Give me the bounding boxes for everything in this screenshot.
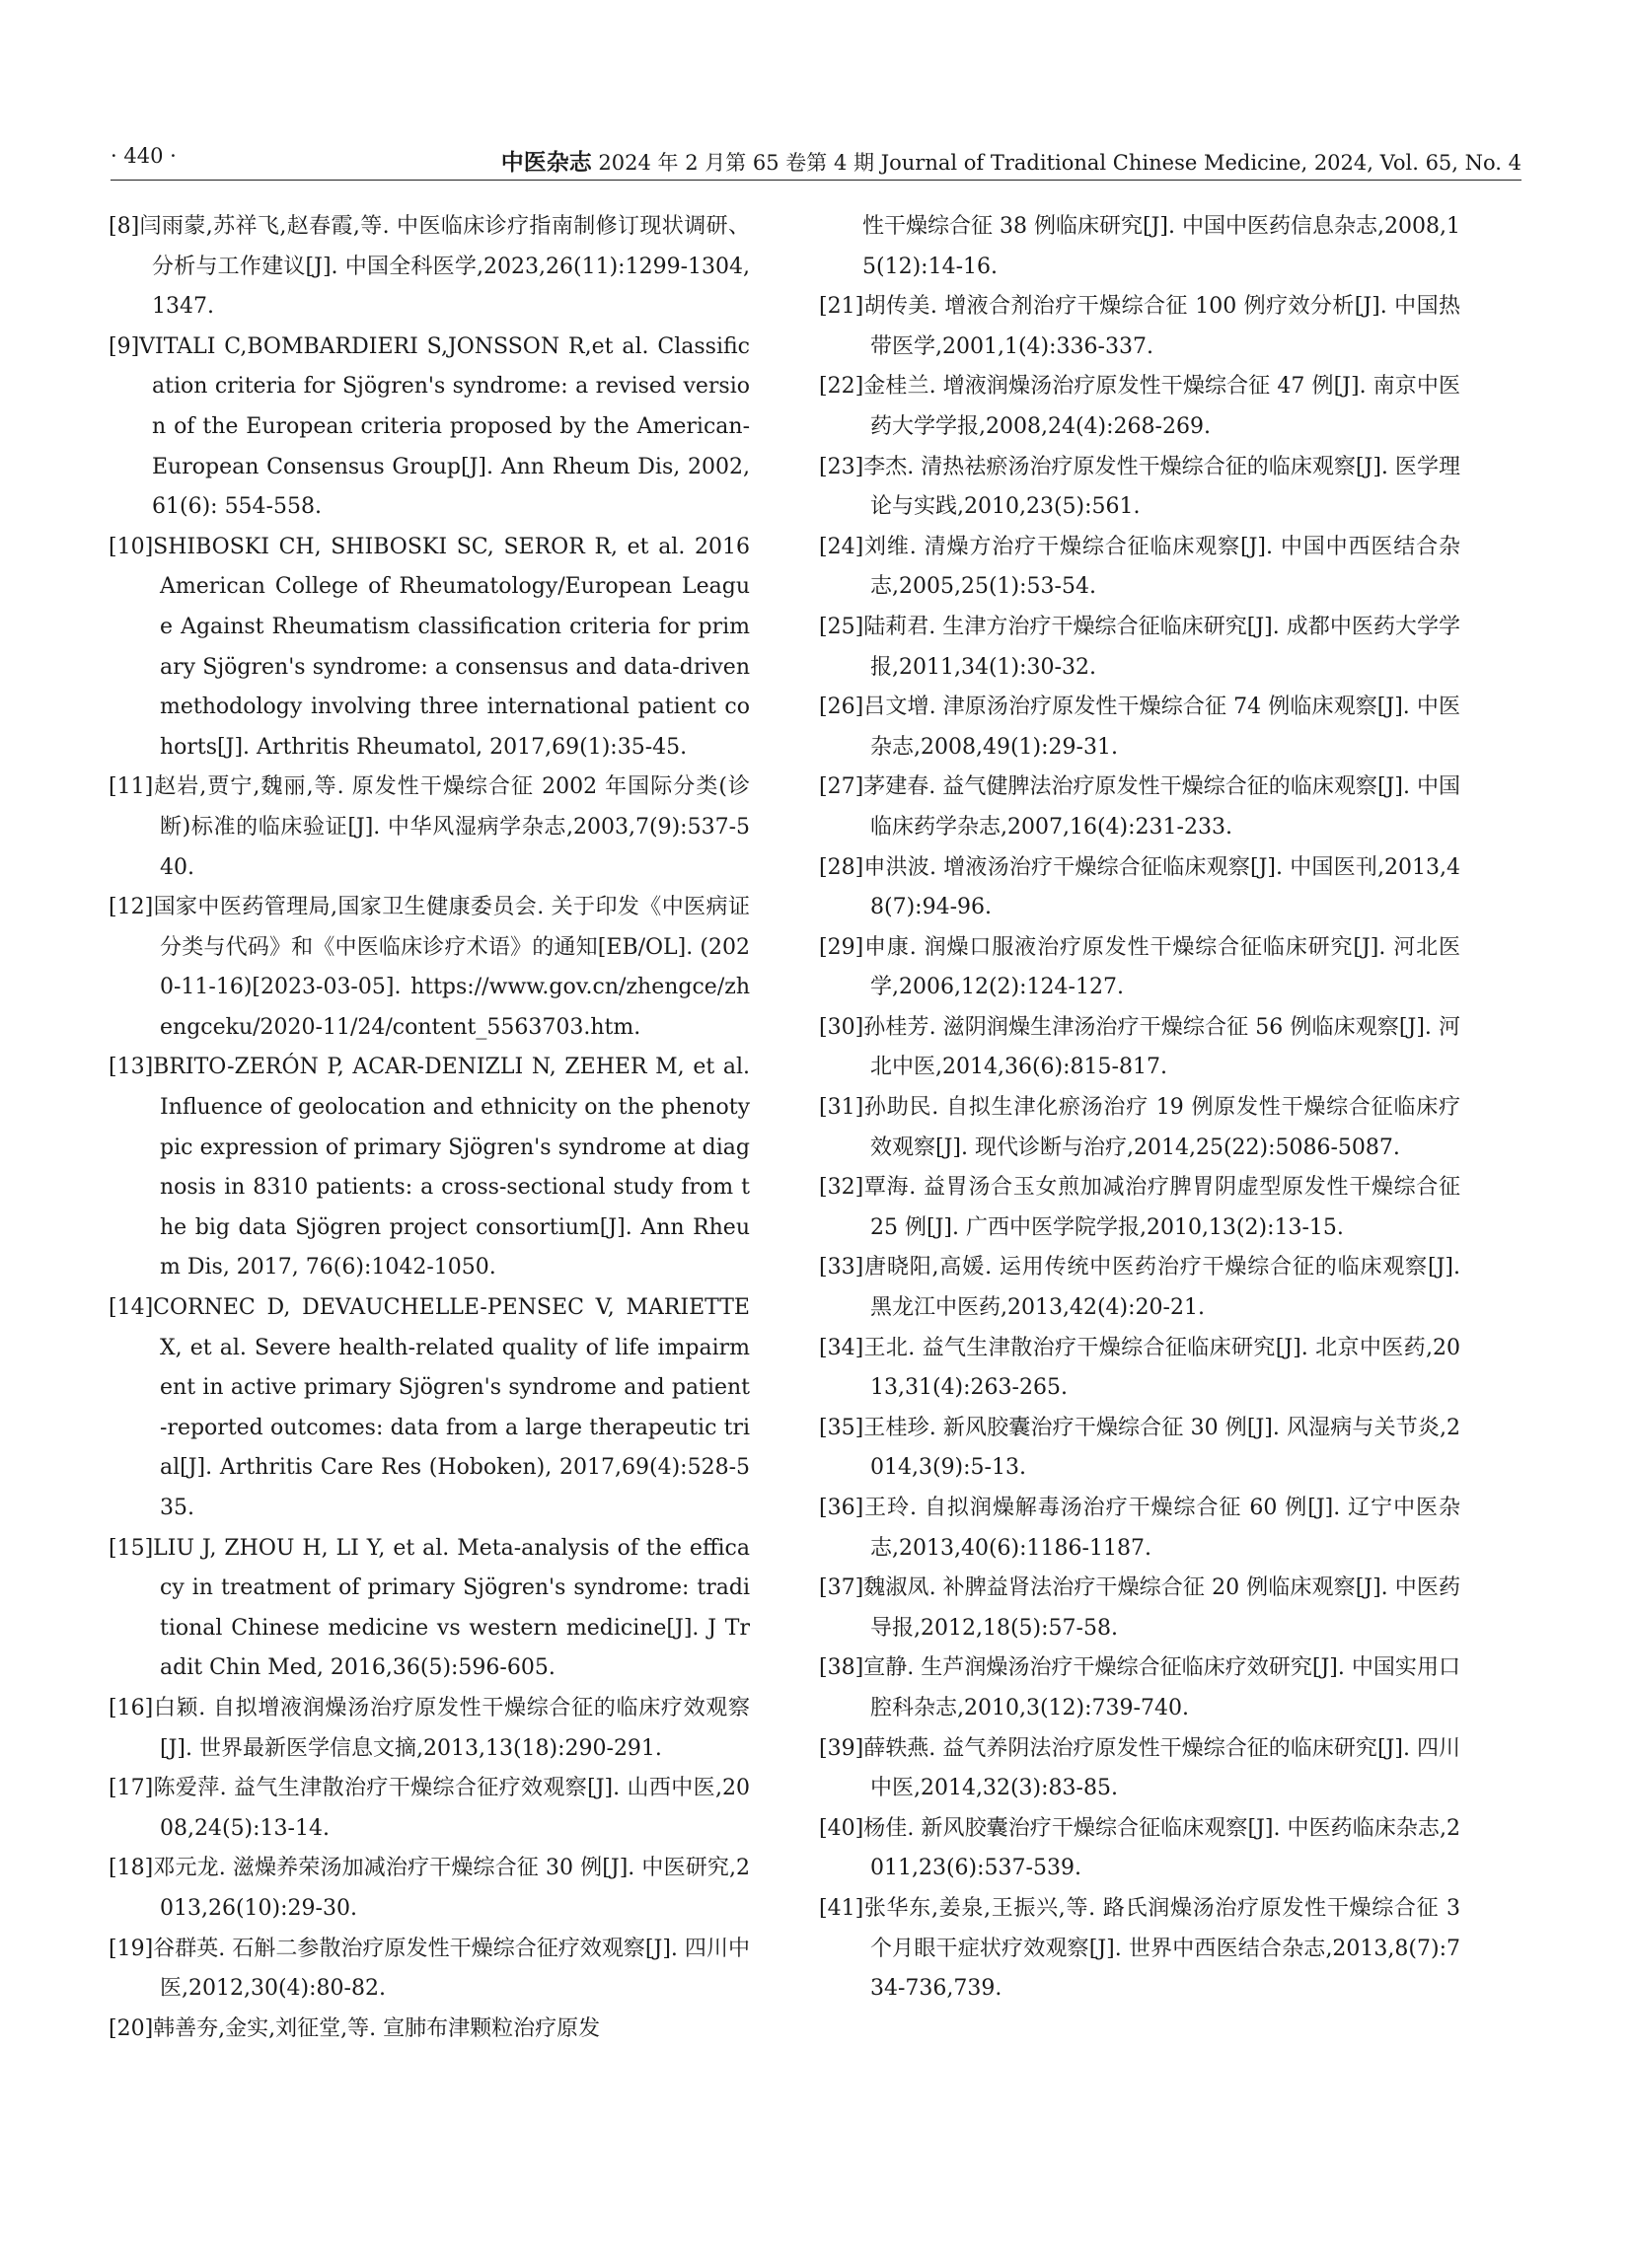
right-column — [819, 207, 1460, 2010]
issue-info: 2024 年 2 月第 65 卷第 4 期 Journal of Traditional Chinese Medicine, 2024, Vol. 65, No. 4 — [591, 151, 1521, 175]
reference-9: [9]VITALI C,BOMBARDIERI S,JONSSON R,et al. Classification criteria for Sjögren's syndrome: a revised version of the European criteria proposed by the American-European Consensus Group[J]. Ann Rheum Dis, 2002, 61(6): 554-558. — [109, 333, 750, 520]
reference-12: [12]国家中医药管理局,国家卫生健康委员会. 关于印发《中医病证分类与代码》和《中医临床诊疗术语》的通知[EB/OL]. (2020-11-16)[2023-03-05]. https://www.gov.cn/zhengce/zhengceku/2020-11/24/content_5563703.htm. — [109, 895, 750, 1040]
reference-30: [30]孙桂芳. 滋阴润燥生津汤治疗干燥综合征 56 例临床观察[J]. 河北中医,2014,36(6):815-817. — [819, 1014, 1460, 1080]
reference-19: [19]谷群英. 石斛二参散治疗原发性干燥综合征疗效观察[J]. 四川中医,2012,30(4):80-82. — [109, 1936, 750, 2002]
reference-15: [15]LIU J, ZHOU H, LI Y, et al. Meta-analysis of the efficacy in treatment of primary Sjögren's syndrome: traditional Chinese medicine vs western medicine[J]. J Tradit Chin Med, 2016,36(5):596-605. — [109, 1535, 750, 1681]
reference-17: [17]陈爱萍. 益气生津散治疗干燥综合征疗效观察[J]. 山西中医,2008,24(5):13-14. — [109, 1776, 750, 1841]
reference-11: [11]赵岩,贾宁,魏丽,等. 原发性干燥综合征 2002 年国际分类(诊断)标准的临床验证[J]. 中华风湿病学杂志,2003,7(9):537-540. — [109, 774, 750, 880]
reference-29: [29]申康. 润燥口服液治疗原发性干燥综合征临床研究[J]. 河北医学,2006,12(2):124-127. — [819, 934, 1460, 1000]
reference-24: [24]刘维. 清燥方治疗干燥综合征临床观察[J]. 中国中西医结合杂志,2005,25(1):53-54. — [819, 534, 1460, 600]
reference-22: [22]金桂兰. 增液润燥汤治疗原发性干燥综合征 47 例[J]. 南京中医药大学学报,2008,24(4):268-269. — [819, 374, 1460, 439]
journal-name: 中医杂志 — [500, 149, 592, 176]
left-column — [109, 207, 750, 2049]
reference-8: [8]闫雨蒙,苏祥飞,赵春霞,等. 中医临床诊疗指南制修订现状调研、分析与工作建议[J]. 中国全科医学,2023,26(11):1299-1304,1347. — [109, 214, 750, 320]
page-number: · 440 · — [111, 144, 177, 168]
reference-26: [26]吕文增. 津原汤治疗原发性干燥综合征 74 例临床观察[J]. 中医杂志,2008,49(1):29-31. — [819, 695, 1460, 760]
reference-25: [25]陆莉君. 生津方治疗干燥综合征临床研究[J]. 成都中医药大学学报,2011,34(1):30-32. — [819, 614, 1460, 680]
reference-20: [20]韩善夯,金实,刘征堂,等. 宣肺布津颗粒治疗原发 — [109, 2015, 601, 2041]
reference-20-continued: 性干燥综合征 38 例临床研究[J]. 中国中医药信息杂志,2008,15(12):14-16. — [862, 214, 1460, 279]
reference-13: [13]BRITO-ZERÓN P, ACAR-DENIZLI N, ZEHER M, et al. Influence of geolocation and ethnicity on the phenotypic expression of primary Sjögren's syndrome at diagnosis in 8310 patients: a cross-sectional study from the big data Sjögren project consortium[J]. Ann Rheum Dis, 2017, 76(6):1042-1050. — [109, 1055, 750, 1280]
reference-23: [23]李杰. 清热祛瘀汤治疗原发性干燥综合征的临床观察[J]. 医学理论与实践,2010,23(5):561. — [819, 454, 1460, 520]
reference-37: [37]魏淑凤. 补脾益肾法治疗干燥综合征 20 例临床观察[J]. 中医药导报,2012,18(5):57-58. — [819, 1575, 1460, 1641]
reference-32: [32]覃海. 益胃汤合玉女煎加减治疗脾胃阴虚型原发性干燥综合征 25 例[J]. 广西中医学院学报,2010,13(2):13-15. — [819, 1175, 1460, 1240]
reference-40: [40]杨佳. 新风胶囊治疗干燥综合征临床观察[J]. 中医药临床杂志,2011,23(6):537-539. — [819, 1815, 1460, 1881]
page-header — [111, 140, 1521, 181]
reference-14: [14]CORNEC D, DEVAUCHELLE-PENSEC V, MARIETTE X, et al. Severe health-related quality of life impairment in active primary Sjögren's syndrome and patient-reported outcomes: data from a large therapeutic trial[J]. Arthritis Care Res (Hoboken), 2017,69(4):528-535. — [109, 1295, 750, 1520]
reference-27: [27]茅建春. 益气健脾法治疗原发性干燥综合征的临床观察[J]. 中国临床药学杂志,2007,16(4):231-233. — [819, 774, 1460, 840]
reference-16: [16]白颖. 自拟增液润燥汤治疗原发性干燥综合征的临床疗效观察[J]. 世界最新医学信息文摘,2013,13(18):290-291. — [109, 1695, 750, 1761]
reference-33: [33]唐晓阳,高媛. 运用传统中医药治疗干燥综合征的临床观察[J]. 黑龙江中医药,2013,42(4):20-21. — [819, 1255, 1460, 1321]
reference-21: [21]胡传美. 增液合剂治疗干燥综合征 100 例疗效分析[J]. 中国热带医学,2001,1(4):336-337. — [819, 294, 1460, 359]
reference-10: [10]SHIBOSKI CH, SHIBOSKI SC, SEROR R, et al. 2016 American College of Rheumatology/European League Against Rheumatism classification criteria for primary Sjögren's syndrome: a consensus and data-driven methodology involving three international patient cohorts[J]. Arthritis Rheumatol, 2017,69(1):35-45. — [109, 534, 750, 760]
reference-38: [38]宣静. 生芦润燥汤治疗干燥综合征临床疗效研究[J]. 中国实用口腔科杂志,2010,3(12):739-740. — [819, 1655, 1460, 1720]
reference-36: [36]王玲. 自拟润燥解毒汤治疗干燥综合征 60 例[J]. 辽宁中医杂志,2013,40(6):1186-1187. — [819, 1496, 1460, 1561]
reference-39: [39]薛轶燕. 益气养阴法治疗原发性干燥综合征的临床研究[J]. 四川中医,2014,32(3):83-85. — [819, 1735, 1460, 1801]
reference-41: [41]张华东,姜泉,王振兴,等. 路氏润燥汤治疗原发性干燥综合征 3 个月眼干症状疗效观察[J]. 世界中西医结合杂志,2013,8(7):734-736,739. — [819, 1895, 1460, 2002]
reference-31: [31]孙助民. 自拟生津化瘀汤治疗 19 例原发性干燥综合征临床疗效观察[J]. 现代诊断与治疗,2014,25(22):5086-5087. — [819, 1095, 1460, 1160]
reference-18: [18]邓元龙. 滋燥养荣汤加减治疗干燥综合征 30 例[J]. 中医研究,2013,26(10):29-30. — [109, 1856, 750, 1921]
reference-35: [35]王桂珍. 新风胶囊治疗干燥综合征 30 例[J]. 风湿病与关节炎,2014,3(9):5-13. — [819, 1415, 1460, 1481]
journal-info — [501, 144, 1521, 177]
reference-28: [28]申洪波. 增液汤治疗干燥综合征临床观察[J]. 中国医刊,2013,48(7):94-96. — [819, 854, 1460, 920]
reference-34: [34]王北. 益气生津散治疗干燥综合征临床研究[J]. 北京中医药,2013,31(4):263-265. — [819, 1335, 1460, 1401]
